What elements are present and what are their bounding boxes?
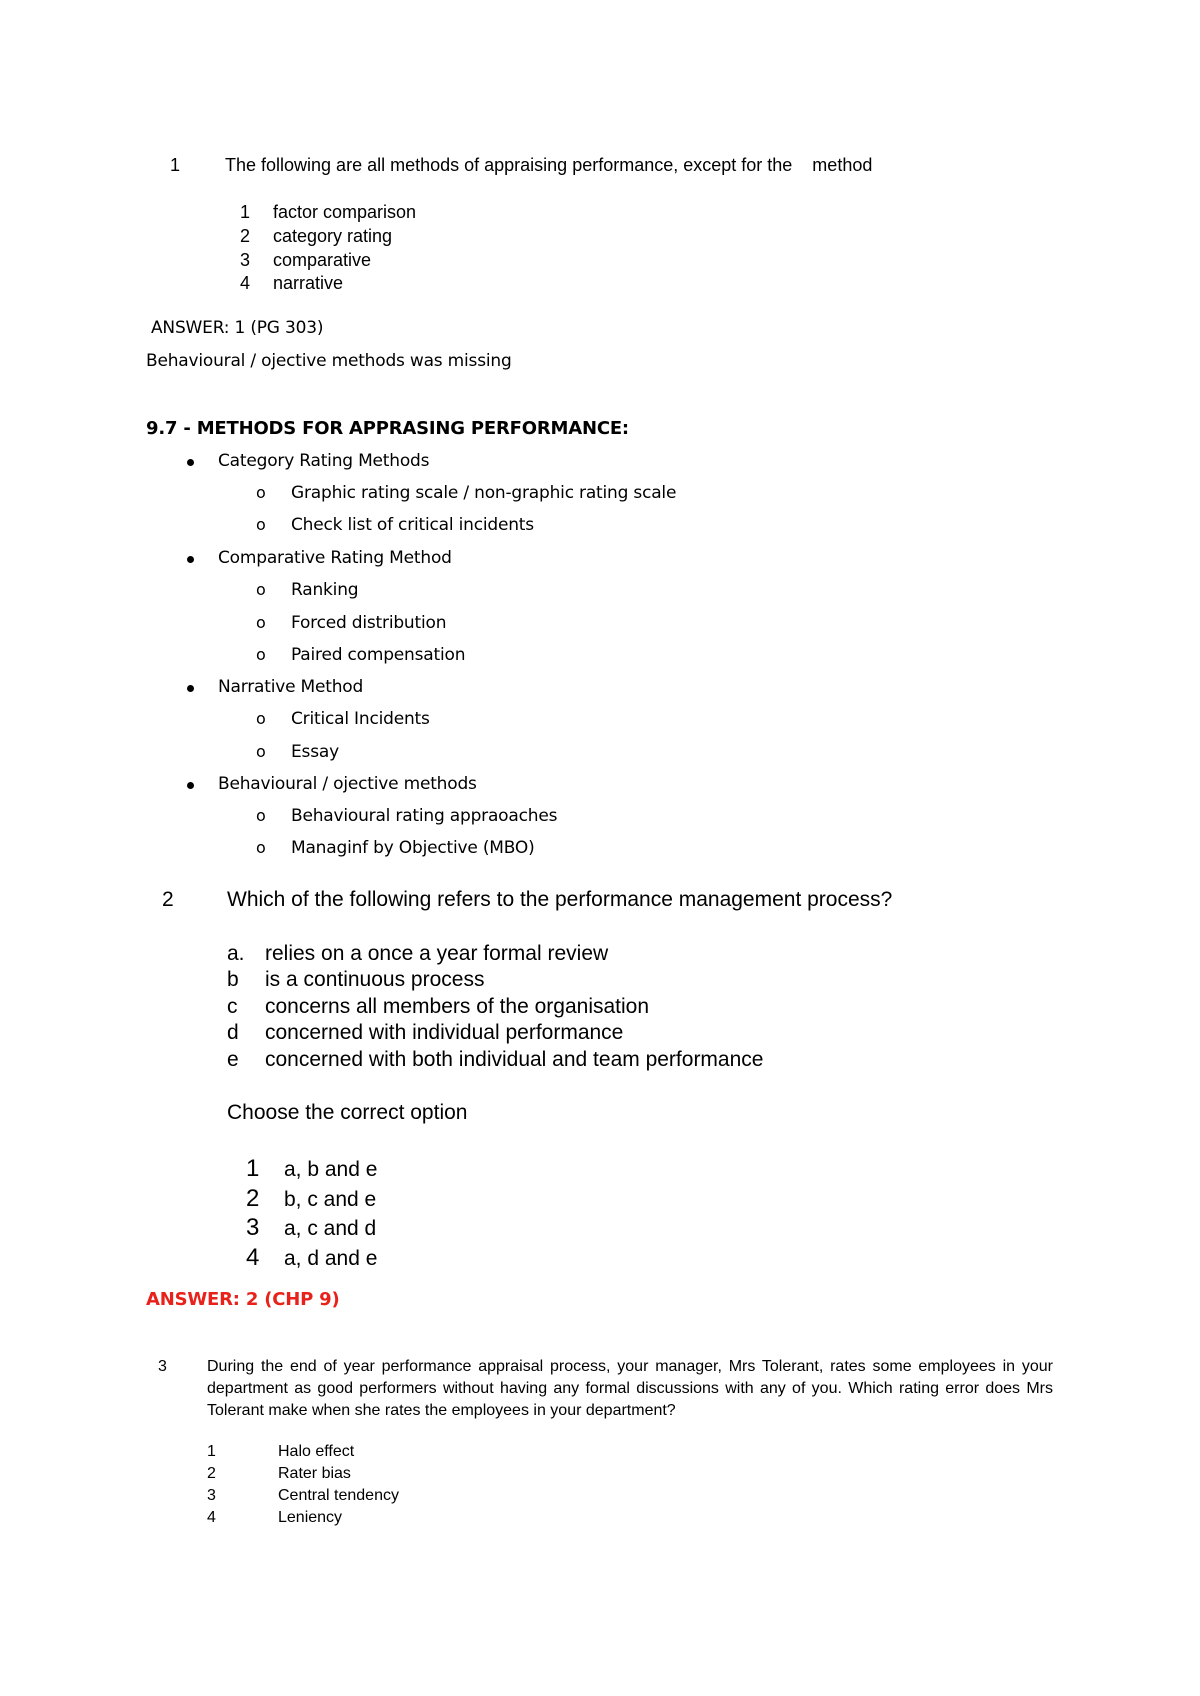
option-number: 1 xyxy=(246,1155,260,1182)
bullet-label: Comparative Rating Method xyxy=(218,548,452,568)
sub-item-label: Paired compensation xyxy=(291,645,466,665)
option-text: Central tendency xyxy=(278,1487,399,1504)
circle-bullet-icon: o xyxy=(256,613,266,632)
question-1-answer: ANSWER: 1 (PG 303) xyxy=(151,318,324,338)
statement-letter: d xyxy=(227,1021,239,1044)
option-text: narrative xyxy=(273,273,344,293)
sub-item-label: Critical Incidents xyxy=(291,709,430,729)
option-number: 4 xyxy=(246,1244,260,1271)
bullet-icon xyxy=(187,782,194,789)
sub-item-label: Forced distribution xyxy=(291,613,447,633)
option-number: 3 xyxy=(246,1214,260,1241)
option-text: Leniency xyxy=(278,1509,343,1526)
option-number: 1 xyxy=(240,202,251,222)
option-number: 3 xyxy=(207,1487,216,1504)
bullet-icon xyxy=(187,556,194,563)
option-text: category rating xyxy=(273,226,393,246)
bullet-icon xyxy=(187,459,194,466)
statement-text: relies on a once a year formal review xyxy=(265,942,609,965)
option-number: 3 xyxy=(240,250,251,270)
bullet-label: Behavioural / ojective methods xyxy=(218,774,477,794)
circle-bullet-icon: o xyxy=(256,645,266,664)
option-text: factor comparison xyxy=(273,202,417,222)
sub-item-label: Behavioural rating appraoaches xyxy=(291,806,558,826)
bullet-label: Category Rating Methods xyxy=(218,451,430,471)
statement-letter: e xyxy=(227,1048,239,1071)
bullet-icon xyxy=(187,685,194,692)
circle-bullet-icon: o xyxy=(256,742,266,761)
sub-item-label: Ranking xyxy=(291,580,359,600)
sub-item-label: Graphic rating scale / non-graphic rating scale xyxy=(291,483,677,503)
question-3-number: 3 xyxy=(158,1358,167,1375)
circle-bullet-icon: o xyxy=(256,838,266,857)
option-number: 2 xyxy=(207,1465,216,1482)
option-text: comparative xyxy=(273,250,372,270)
statement-letter: c xyxy=(227,995,238,1018)
option-text: a, b and e xyxy=(284,1158,378,1181)
question-1-text: The following are all methods of appraising performance, except for the method xyxy=(225,155,873,175)
option-text: a, d and e xyxy=(284,1247,378,1270)
bullet-label: Narrative Method xyxy=(218,677,364,697)
circle-bullet-icon: o xyxy=(256,483,266,502)
question-1-number: 1 xyxy=(170,155,181,175)
question-2-choose-prompt: Choose the correct option xyxy=(227,1101,468,1124)
option-number: 1 xyxy=(207,1443,216,1460)
option-number: 2 xyxy=(246,1185,260,1212)
statement-letter: a. xyxy=(227,942,245,965)
sub-item-label: Essay xyxy=(291,742,339,762)
sub-item-label: Managinf by Objective (MBO) xyxy=(291,838,535,858)
option-number: 4 xyxy=(240,273,251,293)
circle-bullet-icon: o xyxy=(256,709,266,728)
statement-text: concerns all members of the organisation xyxy=(265,995,650,1018)
circle-bullet-icon: o xyxy=(256,515,266,534)
statement-text: concerned with individual performance xyxy=(265,1021,624,1044)
question-2-text: Which of the following refers to the performance management process? xyxy=(227,888,893,911)
circle-bullet-icon: o xyxy=(256,580,266,599)
question-2-number: 2 xyxy=(162,888,174,911)
section-heading: 9.7 - METHODS FOR APPRASING PERFORMANCE: xyxy=(146,418,629,439)
question-3-text: During the end of year performance appraisal process, your manager, Mrs Tolerant, rates some employees in your department as good performers without having any formal discussions with any of you. Which rating error does Mrs Tolerant make when she rates the employees in your department? xyxy=(207,1358,1053,1419)
sub-item-label: Check list of critical incidents xyxy=(291,515,534,535)
option-number: 2 xyxy=(240,226,251,246)
question-2-answer: ANSWER: 2 (CHP 9) xyxy=(146,1289,340,1310)
option-text: a, c and d xyxy=(284,1217,377,1240)
option-text: Rater bias xyxy=(278,1465,351,1482)
circle-bullet-icon: o xyxy=(256,806,266,825)
statement-letter: b xyxy=(227,968,239,991)
option-number: 4 xyxy=(207,1509,216,1526)
option-text: b, c and e xyxy=(284,1188,377,1211)
statement-text: concerned with both individual and team performance xyxy=(265,1048,764,1071)
question-1-note: Behavioural / ojective methods was missing xyxy=(146,351,512,371)
statement-text: is a continuous process xyxy=(265,968,485,991)
option-text: Halo effect xyxy=(278,1443,355,1460)
